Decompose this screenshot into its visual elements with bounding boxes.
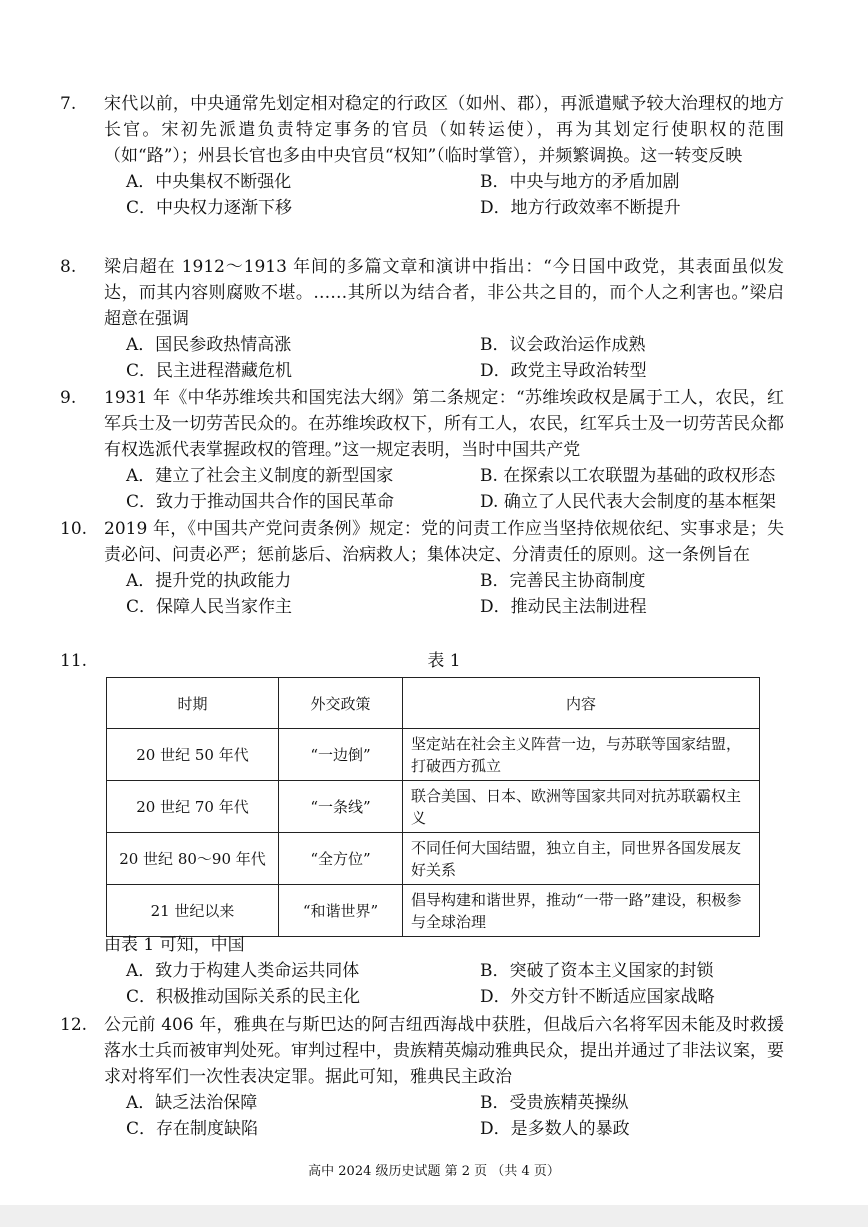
question-12 bbox=[60, 1012, 784, 1142]
options bbox=[104, 568, 784, 620]
question-stem: 公元前 406 年，雅典在与斯巴达的阿吉纽西海战中获胜，但战后六名将军因未能及时救援落水士兵而被审判处死。审判过程中，贵族精英煽动雅典民众，提出并通过了非法议案，要求对将军们一次性表决定罪。据此可知，雅典民主政治 bbox=[104, 1015, 784, 1087]
table-row bbox=[107, 729, 760, 781]
column-header: 外交政策 bbox=[279, 678, 403, 729]
options bbox=[104, 169, 784, 221]
question-stem: 2019 年，《中国共产党问责条例》规定：党的问责工作应当坚持依规依纪、实事求是；失责必问、问责必严；惩前毖后、治病救人；集体决定、分清责任的原则。这一条例旨在 bbox=[104, 519, 784, 565]
period-cell: 21 世纪以来 bbox=[107, 885, 279, 937]
options bbox=[104, 332, 784, 384]
question-number: 8. bbox=[60, 257, 77, 277]
option-d: D．推动民主法制进程 bbox=[480, 597, 647, 617]
option-a: A．提升党的执政能力 bbox=[126, 571, 292, 591]
option-a: A．建立了社会主义制度的新型国家 bbox=[126, 466, 394, 486]
policy-cell: “一条线” bbox=[279, 781, 403, 833]
option-a: A．缺乏法治保障 bbox=[126, 1093, 258, 1113]
question-7 bbox=[60, 91, 784, 221]
option-c: C．中央权力逐渐下移 bbox=[126, 198, 293, 218]
options bbox=[104, 958, 784, 1010]
table-row bbox=[107, 885, 760, 937]
policy-cell: “全方位” bbox=[279, 833, 403, 885]
content-cell: 联合美国、日本、欧洲等国家共同对抗苏联霸权主义 bbox=[403, 781, 760, 833]
question-stem: 1931 年《中华苏维埃共和国宪法大纲》第二条规定：“苏维埃政权是属于工人，农民，红军兵士及一切劳苦民众的。在苏维埃政权下，所有工人，农民，红军兵士及一切劳苦民众都有权选派代表掌握政权的管理。”这一规定表明，当时中国共产党 bbox=[104, 388, 784, 460]
options bbox=[104, 463, 784, 515]
options bbox=[104, 1090, 784, 1142]
option-c: C．存在制度缺陷 bbox=[126, 1119, 259, 1139]
column-header: 时期 bbox=[107, 678, 279, 729]
option-d: D. 确立了人民代表大会制度的基本框架 bbox=[480, 492, 776, 512]
question-number: 7. bbox=[60, 94, 77, 114]
table-header-row bbox=[107, 678, 760, 729]
option-b: B．突破了资本主义国家的封锁 bbox=[480, 961, 714, 981]
period-cell: 20 世纪 70 年代 bbox=[107, 781, 279, 833]
option-d: D．外交方针不断适应国家战略 bbox=[480, 987, 715, 1007]
option-b: B．中央与地方的矛盾加剧 bbox=[480, 172, 680, 192]
period-cell: 20 世纪 50 年代 bbox=[107, 729, 279, 781]
question-number: 10. bbox=[60, 519, 88, 539]
option-c: C．民主进程潜藏危机 bbox=[126, 361, 293, 381]
scan-edge bbox=[0, 1205, 868, 1227]
option-c: C．致力于推动国共合作的国民革命 bbox=[126, 492, 395, 512]
question-11-header bbox=[60, 648, 784, 674]
question-9 bbox=[60, 385, 784, 515]
question-stem: 梁启超在 1912～1913 年间的多篇文章和演讲中指出：“今日国中政党，其表面虽似发达，而其内容则腐败不堪。……其所以为结合者，非公共之目的，而个人之利害也。”梁启超意在强调 bbox=[104, 257, 784, 329]
policy-cell: “一边倒” bbox=[279, 729, 403, 781]
question-stem: 由表 1 可知，中国 bbox=[104, 935, 245, 955]
option-d: D．是多数人的暴政 bbox=[480, 1119, 630, 1139]
table-row bbox=[107, 781, 760, 833]
question-number: 11. bbox=[60, 651, 88, 671]
content-cell: 不同任何大国结盟，独立自主，同世界各国发展友好关系 bbox=[403, 833, 760, 885]
option-c: C．保障人民当家作主 bbox=[126, 597, 293, 617]
policy-cell: “和谐世界” bbox=[279, 885, 403, 937]
option-a: A．致力于构建人类命运共同体 bbox=[126, 961, 360, 981]
option-a: A．国民参政热情高涨 bbox=[126, 335, 292, 355]
option-d: D．地方行政效率不断提升 bbox=[480, 198, 681, 218]
period-cell: 20 世纪 80～90 年代 bbox=[107, 833, 279, 885]
column-header: 内容 bbox=[403, 678, 760, 729]
question-stem: 宋代以前，中央通常先划定相对稳定的行政区（如州、郡），再派遣赋予较大治理权的地方长官。宋初先派遣负责特定事务的官员（如转运使），再为其划定行使职权的范围（如“路”）；州县长官也多由中央官员“权知”（临时掌管），并频繁调换。这一转变反映 bbox=[104, 94, 784, 166]
table-row bbox=[107, 833, 760, 885]
question-number: 9. bbox=[60, 388, 77, 408]
question-10 bbox=[60, 516, 784, 620]
content-cell: 倡导构建和谐世界，推动“一带一路”建设，积极参与全球治理 bbox=[403, 885, 760, 937]
option-b: B．议会政治运作成熟 bbox=[480, 335, 646, 355]
question-number: 12. bbox=[60, 1015, 88, 1035]
option-c: C．积极推动国际关系的民主化 bbox=[126, 987, 361, 1007]
option-b: B．完善民主协商制度 bbox=[480, 571, 646, 591]
option-b: B. 在探索以工农联盟为基础的政权形态 bbox=[480, 466, 776, 486]
question-8 bbox=[60, 254, 784, 384]
option-b: B．受贵族精英操纵 bbox=[480, 1093, 629, 1113]
question-11 bbox=[104, 932, 784, 1010]
foreign-policy-table bbox=[106, 677, 760, 937]
table-title: 表 1 bbox=[427, 651, 461, 671]
page-footer: 高中 2024 级历史试题 第 2 页 （共 4 页） bbox=[308, 1164, 560, 1179]
option-d: D．政党主导政治转型 bbox=[480, 361, 647, 381]
content-cell: 坚定站在社会主义阵营一边，与苏联等国家结盟，打破西方孤立 bbox=[403, 729, 760, 781]
option-a: A．中央集权不断强化 bbox=[126, 172, 292, 192]
